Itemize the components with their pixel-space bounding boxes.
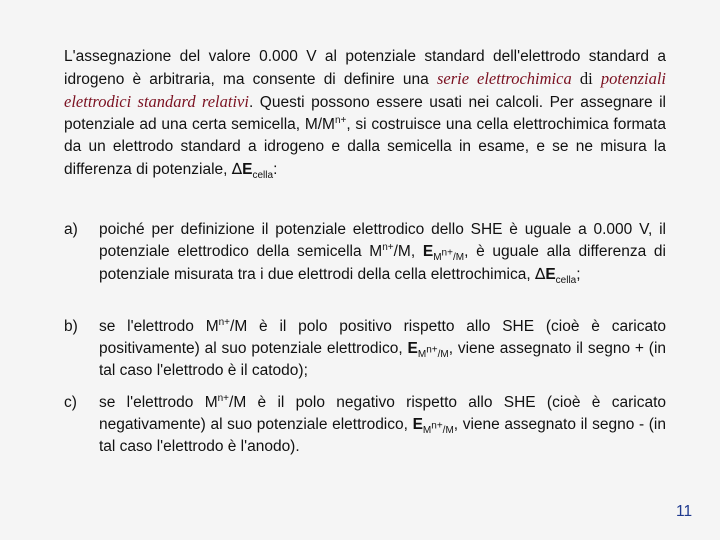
- intro-di: di: [579, 69, 593, 88]
- item-a-sub-end: /M: [452, 252, 465, 264]
- item-c-text-3: , viene assegnato il segno - (in tal caso l'elettrodo è l'anodo).: [99, 416, 667, 455]
- intro-sub-cella: cella: [252, 170, 274, 182]
- page-number: 11: [676, 503, 693, 520]
- item-c-text-1: se l'elettrodo M: [99, 394, 218, 411]
- item-c-e: E: [412, 416, 423, 433]
- item-b-sub-sup: n+: [426, 344, 438, 356]
- item-a-text-3: , è uguale alla differenza di potenziale misurata tra i due elettrodi della cella elettrochimica,: [99, 243, 666, 283]
- item-b-sup: n+: [218, 316, 231, 328]
- intro-delta-e: [232, 161, 253, 178]
- item-b-text-2: /M è il polo positivo rispetto allo SHE (cioè è caricato positivamente) al suo potenziale elettrodico,: [99, 318, 666, 357]
- list-item-a: [64, 219, 666, 286]
- potenziali-standard: potenziali elettrodici standard relativi: [64, 69, 666, 111]
- serie-elettrochimica: serie elettrochimica: [436, 69, 572, 88]
- item-a-e2: E: [545, 266, 556, 283]
- item-a-sub: [433, 247, 465, 264]
- e-symbol: E: [242, 161, 253, 178]
- item-a-text-4: ;: [576, 266, 581, 283]
- intro-text-3: , si costruisce una cella elettrochimica formata da un elettrodo standard a idrogeno e dalla semicella in esame, e se ne misura la differenza di potenziale,: [64, 116, 666, 178]
- intro-text-2: . Questi possono essere usati nei calcoli. Per assegnare il potenziale ad una certa semicella, M/M: [64, 94, 666, 133]
- item-a-sub-cella: cella: [555, 275, 577, 287]
- item-a-sup: n+: [382, 241, 394, 253]
- list-text-a: [99, 219, 666, 286]
- item-c-sup: n+: [217, 392, 230, 404]
- item-b-e: E: [407, 340, 418, 357]
- intro-colon: :: [273, 161, 278, 178]
- item-a-text-1: poiché per definizione il potenziale elettrodico dello SHE è uguale a 0.000 V, il potenziale elettrodico della semicella M: [99, 221, 666, 260]
- item-c-text-2: /M è il polo negativo rispetto allo SHE (cioè è caricato negativamente) al suo potenziale elettrodico,: [99, 394, 667, 433]
- list-text-b: [99, 316, 666, 382]
- item-c-sub: [422, 420, 454, 437]
- item-a-e: E: [422, 243, 434, 260]
- intro-paragraph: [64, 46, 666, 181]
- item-b-text-3: , viene assegnato il segno + (in tal caso l'elettrodo è il catodo);: [99, 340, 667, 379]
- item-c-sub-sup: n+: [431, 420, 443, 432]
- list-text-c: [99, 392, 666, 458]
- list-marker-c: c): [64, 394, 77, 411]
- delta-symbol: ∆: [231, 160, 243, 178]
- list-marker-b: b): [64, 318, 78, 335]
- item-a-text-2: /M,: [393, 243, 416, 260]
- item-c-sub-m: M: [422, 425, 432, 437]
- intro-text-1: L'assegnazione del valore 0.000 V al potenziale standard dell'elettrodo standard a idrogeno è arbitraria, ma consente di definire una: [64, 48, 666, 88]
- item-b-sub-m: M: [417, 349, 427, 361]
- list-item-b: [64, 316, 666, 382]
- item-b-sub: [417, 344, 449, 361]
- item-b-sub-end: /M: [437, 349, 449, 361]
- item-a-delta: ∆: [534, 265, 546, 283]
- item-a-delta-e: [535, 266, 556, 283]
- item-a-sub-m: M: [433, 252, 442, 264]
- list-marker-a: a): [64, 221, 78, 238]
- list-item-c: [64, 392, 666, 458]
- item-a-sub-sup: n+: [441, 247, 453, 259]
- intro-sup: n+: [334, 114, 347, 126]
- item-c-sub-end: /M: [442, 425, 454, 437]
- item-b-text-1: se l'elettrodo M: [99, 318, 219, 335]
